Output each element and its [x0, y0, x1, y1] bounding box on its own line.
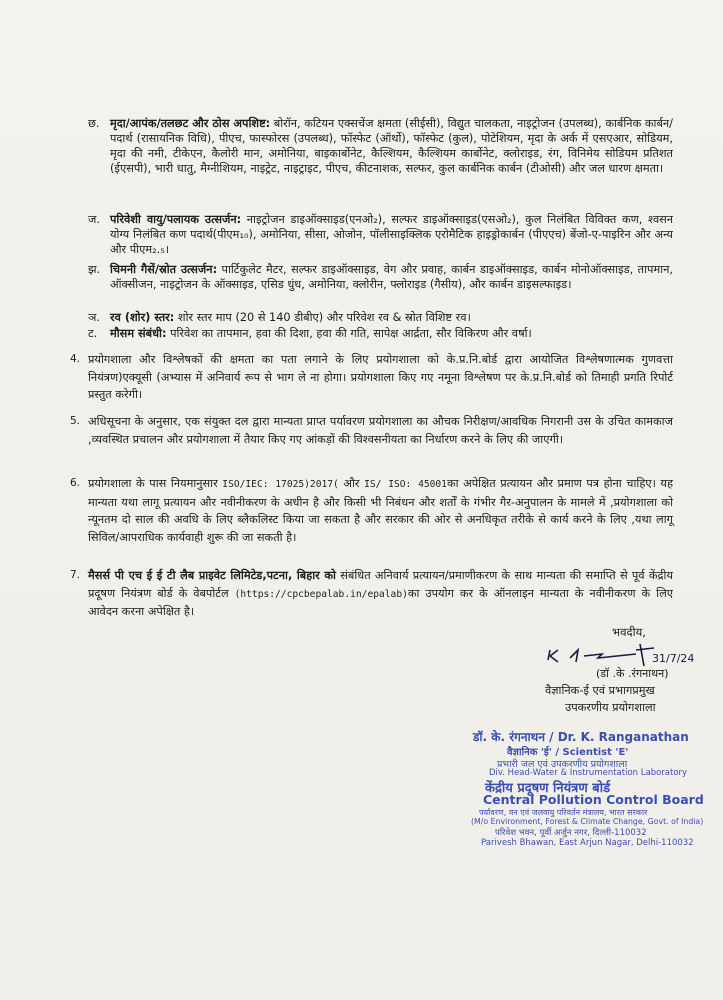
- clause-text: पार्टिकुलेट मैटर, सल्फर डाइऑक्साइड, वेग और प्रवाह, कार्बन डाइऑक्साइड, कार्बन मोनोऑक्साइड, तापमान, ऑक्सीजन, नाइट्रोजन के ऑक्साइड, एसिड धुंध, अमोनिया, क्लोरीन, फ्लोराइड (गैसीय), और कार्बन डाइसल्फाइड।: [110, 263, 673, 291]
- clause-stack-emission: [88, 262, 673, 292]
- signatory-name: (डॉ .के .रंगनाथन): [596, 667, 669, 680]
- paragraph-5: [70, 413, 673, 448]
- clause-text: शोर स्तर माप (20 से 140 डीबीए) और परिवेश रव & स्रोत विशिष्ट रव।: [174, 311, 471, 324]
- paragraph-text: प्रयोगशाला और विश्लेषकों की क्षमता का पता लगाने के लिए प्रयोगशाला को के.प्र.नि.बोर्ड द्वारा आयोजित विश्लेषणात्मक गुणवत्ता नियंत्रण)एक्यूसी (अभ्यास में अनिवार्य रूप से भाग ले ना होगा। प्रयोगशाला किए गए नमूना विश्लेषण पर के.प्र.नि.बोर्ड को तिमाही प्रगति रिपोर्ट प्रस्तुत करेगी।: [88, 353, 673, 401]
- clause-mark: ज.: [88, 213, 100, 226]
- paragraph-7: [70, 567, 673, 621]
- clause-mark: झ.: [88, 263, 101, 276]
- clause-soil: [88, 116, 673, 176]
- closing-line: भवदीय,: [612, 625, 646, 639]
- paragraph-text: प्रयोगशाला के पास नियमानुसार ISO/IEC: 17025)2017( और IS/ ISO: 45001का अपेक्षित प्रत्यायन और प्रमाण पत्र होना चाहिए। यह मान्यता यथा लागू प्रत्यायन और नवीनीकरण के अधीन है और किसी भी निबंधन और शर्तों के गंभीर गैर-अनुपालन के मामले में ,प्रयोगशाला को न्यूनतम दो साल की अवधि के लिए ब्लैकलिस्ट किया जा सकता है और सरकार की ओर से अनधिकृत तरीके से कार्य करने के लिए ,यथा लागू सिविल/आपराधिक कार्यवाही शुरू की जा सकती है।: [88, 477, 673, 544]
- paragraph-text: मैसर्स पी एच ई ई टी लैब प्राइवेट लिमिटेड,पटना, बिहार को संबंधित अनिवार्य प्रत्यायन/प्रमाणीकरण के साथ मान्यता की समाप्ति से पूर्व केंद्रीय प्रदूषण नियंत्रण बोर्ड के वेबपोर्टल (https://cpcbepalab.in/epalab)का उपयोग कर के ऑनलाइन मान्यता के नवीनीकरण के लिए आवेदन करना अपेक्षित है।: [88, 569, 673, 618]
- paragraph-number: 6.: [70, 477, 81, 489]
- clause-noise: [88, 310, 673, 325]
- clause-heading: रव (शोर) स्तर:: [110, 311, 175, 324]
- paragraph-number: 7.: [70, 569, 81, 581]
- clause-text: बोरॉन, कटियन एक्सचेंज क्षमता (सीईसी), विद्युत चालकता, नाइट्रोजन (उपलब्ध), कार्बनिक कार्बन/पदार्थ (रासायनिक विधि), पीएच, फास्फोरस (उपलब्ध), फॉस्फेट (ऑर्थो), फॉस्फेट (कुल), पोटेशियम, मृदा के अर्क में एसएआर, सोडियम, मृदा की नमी, टीकेएन, कैलोरी मान, अमोनिया, बाइकार्बोनेट, कैल्शियम, कैल्शियम कार्बोनेट, क्लोराइड, रंग, विनिमेय सोडियम प्रतिशत (ईएसपी), भारी धातु, मैग्नीशियम, नाइट्रेट, नाइट्राइट, पीएच, कीटनाशक, सल्फर, कुल कार्बनिक कार्बन (टीओसी) और जल धारण क्षमता।: [110, 117, 673, 175]
- paragraph-4: [70, 351, 673, 404]
- clause-heading: परिवेशी वायु/पलायक उत्सर्जन:: [110, 213, 242, 226]
- signature-date: 31/7/24: [652, 652, 695, 665]
- clause-heading: चिमनी गैसें/स्रोत उत्सर्जन:: [110, 263, 218, 276]
- standard-code: ISO/IEC: 17025)2017(: [222, 479, 339, 490]
- clause-ambient-air: [88, 212, 673, 257]
- lab-name: मैसर्स पी एच ई ई टी लैब प्राइवेट लिमिटेड,पटना, बिहार को: [88, 569, 336, 582]
- portal-link[interactable]: (https://cpcbepalab.in/epalab): [234, 588, 408, 600]
- clause-meteorology: [88, 326, 673, 341]
- clause-heading: मृदा/आपंक/तलछट और ठोस अपशिष्ट:: [110, 117, 271, 130]
- clause-text: नाइट्रोजन डाइऑक्साइड(एनओ₂), सल्फर डाइऑक्साइड(एसओ₂), कुल निलंबित विविक्त कण, श्वसन योग्य निलंबित कण पदार्थ(पीएम₁₀), अमोनिया, सीसा, ओजोन, पॉलीसाइक्लिक एरोमैटिक हाइड्रोकार्बन (पीएएच) बेंजो-ए-पाइरिन और अन्य और पीएम₂.₅।: [110, 213, 674, 256]
- clause-mark: ञ.: [88, 311, 100, 324]
- clause-text: परिवेश का तापमान, हवा की दिशा, हवा की गति, सापेक्ष आर्द्रता, सौर विकिरण और वर्षा।: [166, 327, 532, 340]
- signatory-designation: वैज्ञानिक-ई एवं प्रभागप्रमुख: [545, 684, 655, 697]
- paragraph-number: 5.: [70, 415, 81, 427]
- paragraph-6: [70, 475, 673, 546]
- signatory-department: उपकरणीय प्रयोगशाला: [565, 701, 656, 714]
- paragraph-text: अधिसूचना के अनुसार, एक संयुक्त दल द्वारा मान्यता प्राप्त पर्यावरण प्रयोगशाला का औचक निरीक्षण/आवधिक निगरानी उस के उचित कामकाज ,व्यवस्थित प्रचालन और प्रयोगशाला में तैयार किए गए आंकड़ों की विश्वसनीयता का निर्धारण करने के लिए की जाएगी।: [88, 415, 673, 446]
- clause-mark: ट.: [88, 327, 98, 340]
- official-stamp: डॉ. के. रंगनाथन / Dr. K. Ranganathan वैज्ञानिक 'ई' / Scientist 'E' प्रभारी जल एवं उपकरणीय प्रयोगशाला Div. Head-Water & Instrumentation Laboratory केंद्रीय प्रदूषण नियंत्रण बोर्ड Central Pollution Control Board पर्यावरण, वन एवं जलवायु परिवर्तन मंत्रालय, भारत सरकार (M/o Environment, Forest & Climate Change, Govt. of India) परिवेश भवन, पूर्वी अर्जुन नगर, दिल्ली-110032 Parivesh Bhawan, East Arjun Nagar, Delhi-110032: [471, 730, 704, 848]
- paragraph-number: 4.: [70, 353, 81, 365]
- standard-code: IS/ ISO: 45001: [364, 479, 447, 490]
- clause-mark: छ.: [88, 117, 100, 130]
- clause-heading: मौसम संबंधी:: [110, 327, 167, 340]
